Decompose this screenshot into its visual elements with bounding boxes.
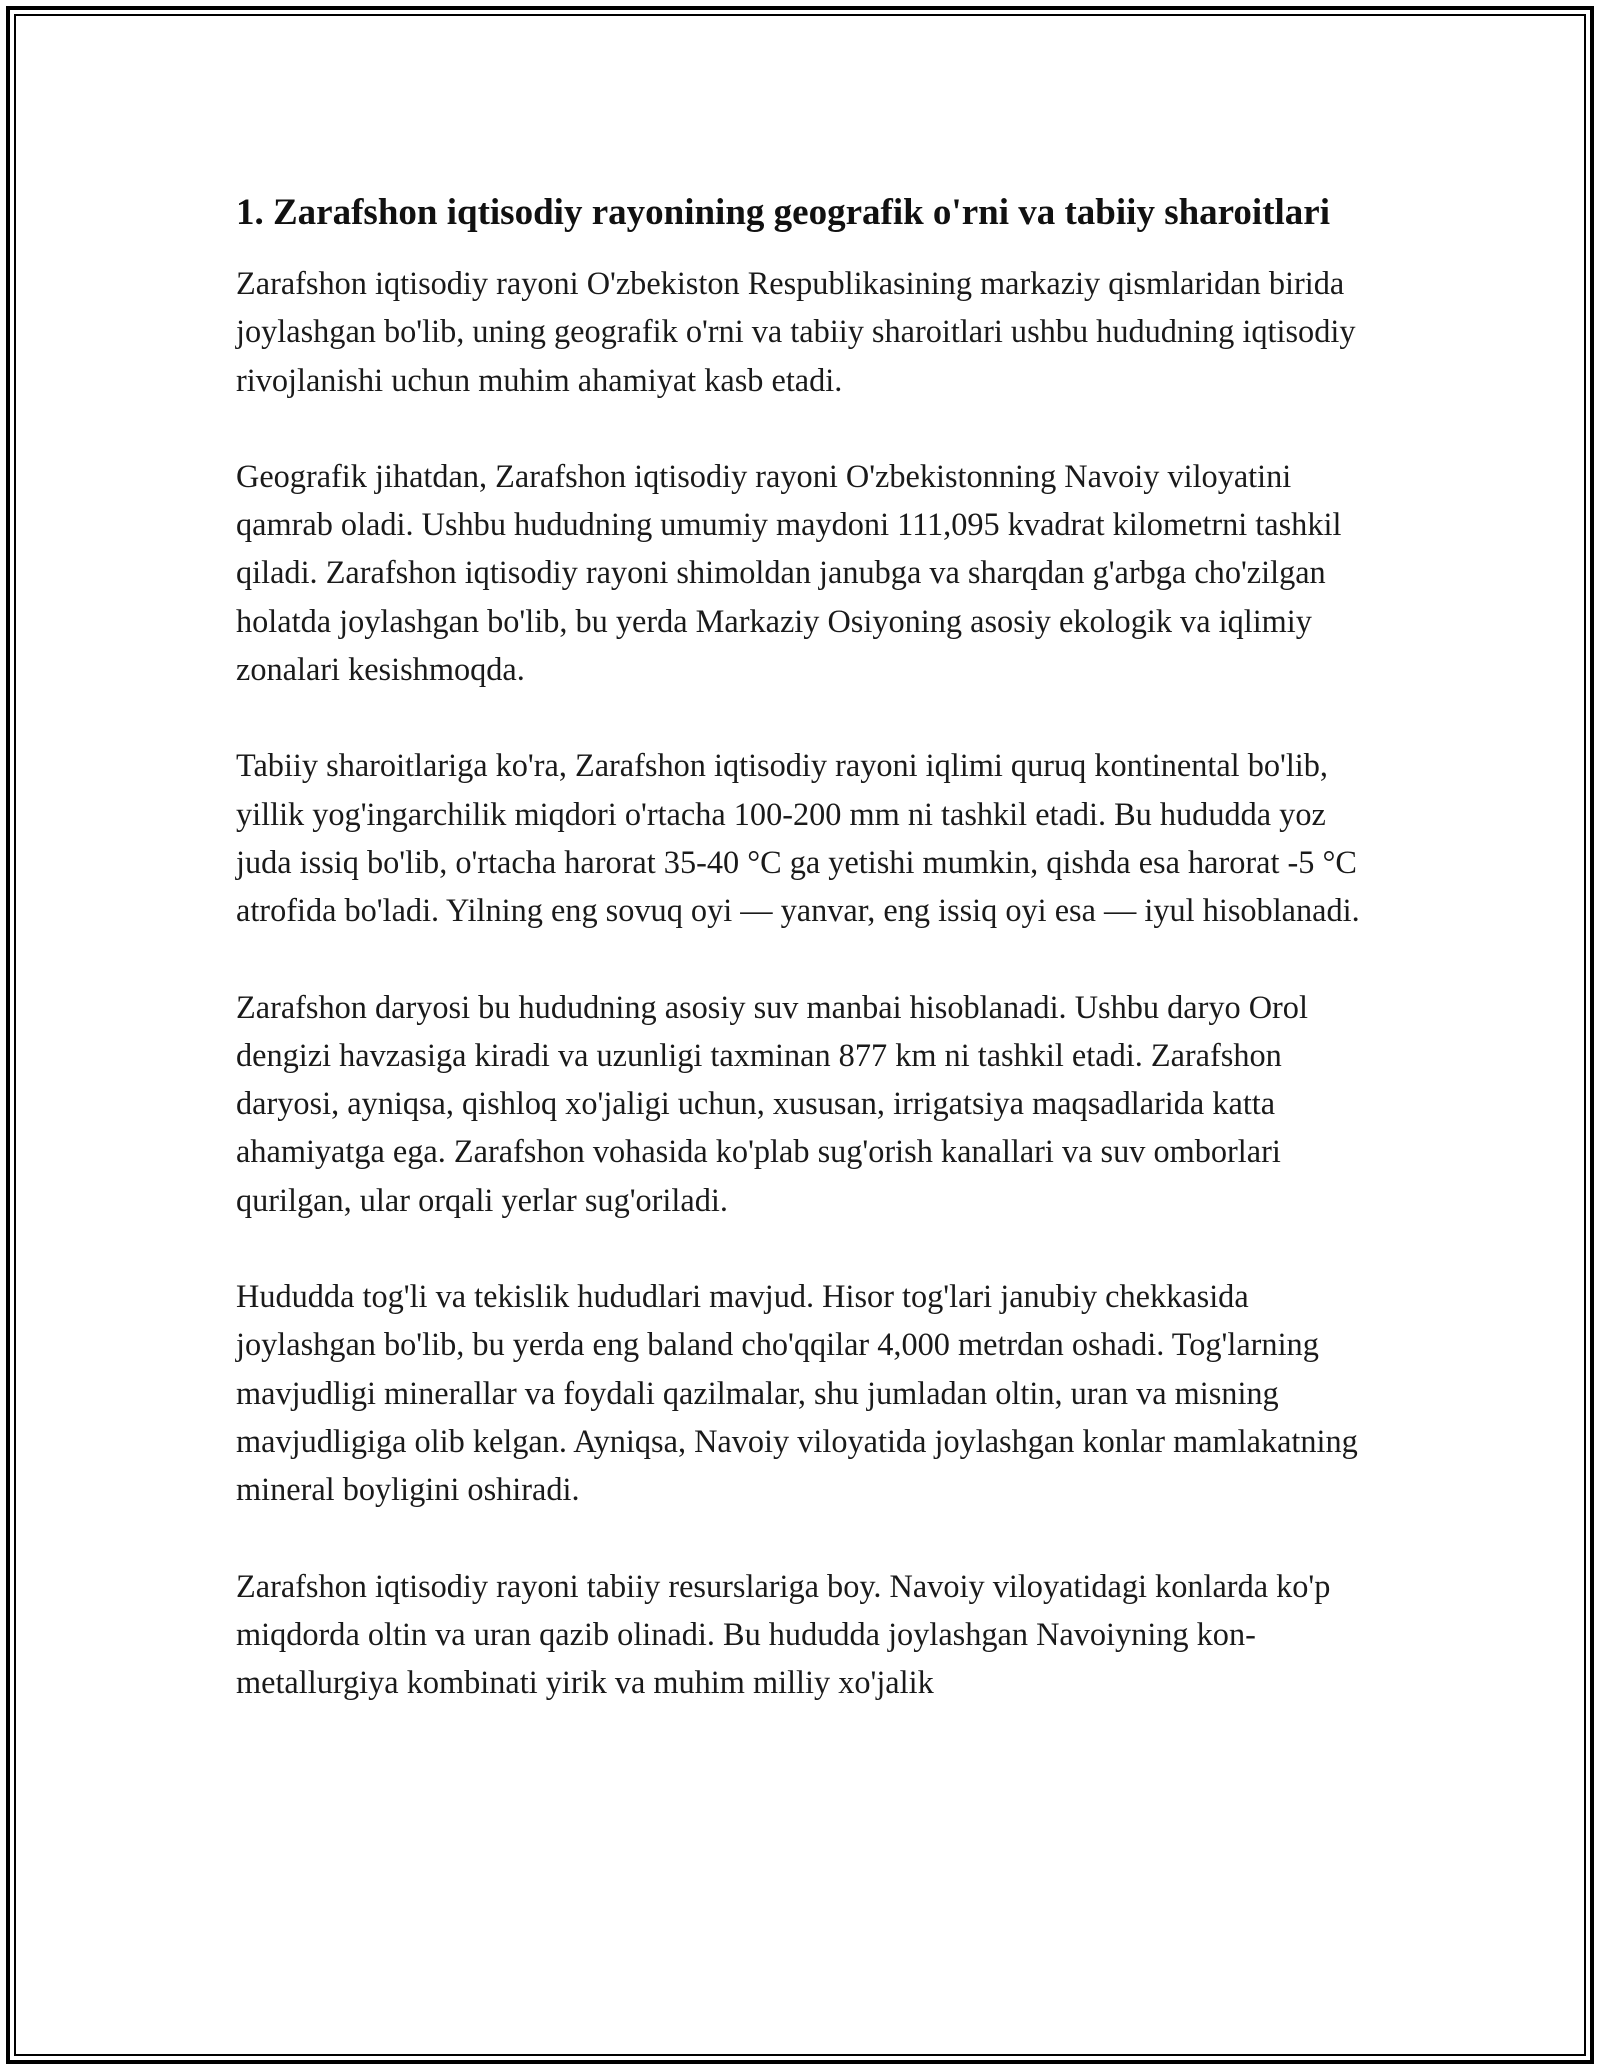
paragraph-climate: Tabiiy sharoitlariga ko'ra, Zarafshon iqtisodiy rayoni iqlimi quruq kontinental bo'lib, yillik yog'ingarchilik miqdori o'rtacha 100-200 mm ni tashkil etadi. Bu hududda yoz juda issiq bo'lib, o'rtacha harorat 35-40 °C ga yetishi mumkin, qishda esa harorat -5 °C atrofida bo'ladi. Yilning eng sovuq oyi — yanvar, eng issiq oyi esa — iyul hisoblanadi. [236,747,1360,929]
paragraph-intro: Zarafshon iqtisodiy rayoni O'zbekiston Respublikasining markaziy qismlaridan birida joylashgan bo'lib, uning geografik o'rni va tabiiy sharoitlari ushbu hududning iqtisodiy rivojlanishi uchun muhim ahamiyat kasb etadi. [236,265,1356,398]
paragraph-river: Zarafshon daryosi bu hududning asosiy suv manbai hisoblanadi. Ushbu daryo Orol dengizi havzasiga kiradi va uzunligi taxminan 877 km ni tashkil etadi. Zarafshon daryosi, ayniqsa, qishloq xo'jaligi uchun, xususan, irrigatsiya maqsadlarida katta ahamiyatga ega. Zarafshon vohasida ko'plab sug'orish kanallari va suv omborlari qurilgan, ular orqali yerlar sug'oriladi. [236,988,1308,1218]
paragraph-resources: Zarafshon iqtisodiy rayoni tabiiy resurslariga boy. Navoiy viloyatidagi konlarda ko'p miqdorda oltin va uran qazib olinadi. Bu hududda joylashgan Navoiyning kon-metallurgiya kombinati yirik va muhim milliy xo'jalik [236,1567,1331,1701]
document-body [236,186,1366,1754]
paragraph-relief: Hududda tog'li va tekislik hududlari mavjud. Hisor tog'lari janubiy chekkasida joylashgan bo'lib, bu yerda eng baland cho'qqilar 4,000 metrdan oshadi. Tog'larning mavjudligi minerallar va foydali qazilmalar, shu jumladan oltin, uran va misning mavjudligiga olib kelgan. Ayniqsa, Navoiy viloyatida joylashgan konlar mamlakatning mineral boyligini oshiradi. [236,1278,1358,1508]
paragraph-geography: Geografik jihatdan, Zarafshon iqtisodiy rayoni O'zbekistonning Navoiy viloyatini qamrab oladi. Ushbu hududning umumiy maydoni 111,095 kvadrat kilometrni tashkil qiladi. Zarafshon iqtisodiy rayoni shimoldan janubga va sharqdan g'arbga cho'zilgan holatda joylashgan bo'lib, bu yerda Markaziy Osiyoning asosiy ekologik va iqlimiy zonalari kesishmoqda. [236,457,1342,688]
section-heading: 1. Zarafshon iqtisodiy rayonining geografik o'rni va tabiiy sharoitlari [236,192,1331,233]
